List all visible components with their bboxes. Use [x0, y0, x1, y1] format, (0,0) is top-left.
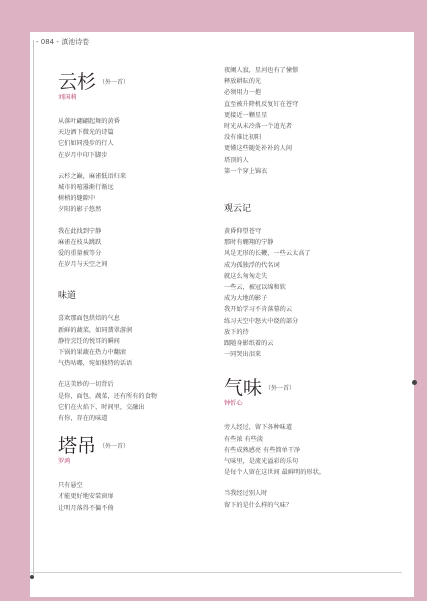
poem-body-weidao [58, 313, 208, 424]
footer-dot [30, 575, 34, 579]
poem-body-tadiao-cont [224, 65, 394, 177]
stanza [58, 226, 208, 271]
poem-line: 有些成熟感亮 有些简单干净 [224, 446, 301, 454]
poem-line: 旁人经过，留下各种味道 [224, 424, 293, 432]
stanza [224, 422, 394, 478]
poem-body-tadiao [58, 480, 208, 514]
poem-line: 第一个穿上锦衣 [224, 167, 268, 175]
poem-line: 夕阳的影子悠然 [58, 206, 102, 214]
page-header: - 084 - 滇池诗卷 [36, 38, 90, 46]
poem-line: 我在此找到宁静 [58, 227, 102, 235]
poem-line: 时光从未冷落一个追光者 [224, 123, 293, 131]
poem-line: 在岁月与天空之间 [58, 261, 108, 269]
stanza [224, 488, 394, 510]
poem-line: 夜阑人寂，星河也有了憧憬 [224, 67, 299, 74]
poem-line: 留下的是什么样的气味？ [224, 501, 293, 509]
margin-rule [33, 40, 34, 575]
poem-line: 没有谁比初阳 [224, 134, 262, 142]
poem-title-qiwei: 气味 （外一首） [224, 377, 296, 400]
poem-line: 成为大地的影子 [224, 295, 268, 303]
poem-line: 一同哭出泪来 [224, 351, 262, 359]
poem-author: 钟忻心 [224, 400, 243, 408]
stanza [58, 480, 208, 514]
poem-line: 从落叶翩翩起舞的黄昏 [58, 118, 120, 125]
poem-line: 放下的待 [224, 328, 249, 336]
poem-body-yunshan [58, 116, 208, 270]
poem-line: 更接近一颗星星 [224, 111, 268, 119]
poem-line: 释放耕耘的光 [224, 78, 262, 86]
stanza [58, 171, 208, 216]
poem-line: 有你，存在的味道 [58, 415, 108, 423]
poem-line: 练习天空中怒火中烧的部分 [224, 317, 299, 325]
poem-line: 我开始学习不肯落幕的云 [224, 306, 293, 314]
poem-line: 风是无形的长鞭，一些云太高了 [224, 250, 311, 258]
poem-line: 跟随身影纸着的云 [224, 340, 274, 348]
poem-title-guanyunji: 观云记 [224, 204, 252, 215]
poem-line: 塔顶的人 [224, 156, 249, 164]
poem-title-yunshan: 云杉 （外一首） [58, 71, 130, 93]
poem-line: 爱的重量被等分 [58, 250, 102, 258]
poem-author: 刘国莉 [58, 94, 77, 101]
poem-title-weidao: 味道 [58, 291, 77, 302]
poem-line: 静待烹饪的悦耳的瞬间 [58, 337, 120, 345]
poem-line: 它们在火焰下，时间里，交融出 [58, 403, 145, 411]
poem-line: 云杉之巅，麻雀低语归来 [58, 172, 127, 180]
right-column [224, 65, 394, 521]
stanza [58, 116, 208, 161]
stanza [58, 313, 208, 369]
poem-line: 让明月落得不偏不倚 [58, 504, 114, 512]
side-dot [412, 380, 417, 385]
poem-line: 更懂这些随处补补的人间 [224, 145, 293, 153]
poem-line: 只有悬空 [58, 482, 83, 490]
poem-line: 是你，面包、蔬菜，还有所有的食物 [58, 392, 157, 400]
poem-line: 下锅的果蔬在热力中翻滚 [58, 349, 127, 357]
poem-line: 在这美妙的一切背后 [58, 381, 114, 389]
poem-author: 罗鸿 [58, 458, 71, 466]
poem-line: 就这么匆匆走失 [224, 272, 268, 280]
footer-rule [30, 572, 402, 573]
poem-line: 城市的喧嚣渐行渐远 [58, 184, 114, 192]
poem-line: 才能更好地安装窗扉 [58, 493, 114, 501]
poem-body-guanyunji [224, 226, 394, 360]
poem-line: 它们如同漫步的行人 [58, 140, 114, 148]
poem-line: 成为孤独浮的代名词 [224, 261, 280, 269]
poem-line: 黄昏仰望苍穹 [224, 228, 262, 236]
poem-line: 麻雀在枝头跳跃 [58, 238, 102, 246]
poem-line: 喜欢那面包烘焙的气息 [58, 315, 120, 323]
poem-line: 气味里，是流光溢彩的乐句 [224, 458, 299, 466]
poem-line: 有些浓 有些淡 [224, 435, 264, 443]
poem-line: 是每个人留在这世间 最鲜明的形状。 [224, 469, 325, 477]
left-column [58, 72, 208, 524]
poem-line: 那时有翱翔的宁静 [224, 239, 274, 247]
poem-line: 一些云，被冠以绵和软 [224, 284, 286, 292]
poem-line: 树梢的缝隙中 [58, 195, 96, 203]
poem-line: 直至被升降机反复钉在苍穹 [224, 100, 299, 108]
stanza [58, 379, 208, 424]
poem-body-qiwei [224, 422, 394, 510]
poem-title-tadiao: 塔吊 （外一首） [58, 435, 130, 458]
poem-line: 当我经过别人时 [224, 490, 268, 498]
poem-line: 气热咕嘟，宛如独特的话语 [58, 360, 133, 368]
poem-line: 天边洒下微光的诗篇 [58, 129, 114, 137]
poem-line: 必须用力一抱 [224, 89, 262, 97]
poem-line: 在岁月中印下脚步 [58, 151, 108, 159]
poem-line: 新鲜的蔬菜，如同翡翠游润 [58, 326, 133, 334]
